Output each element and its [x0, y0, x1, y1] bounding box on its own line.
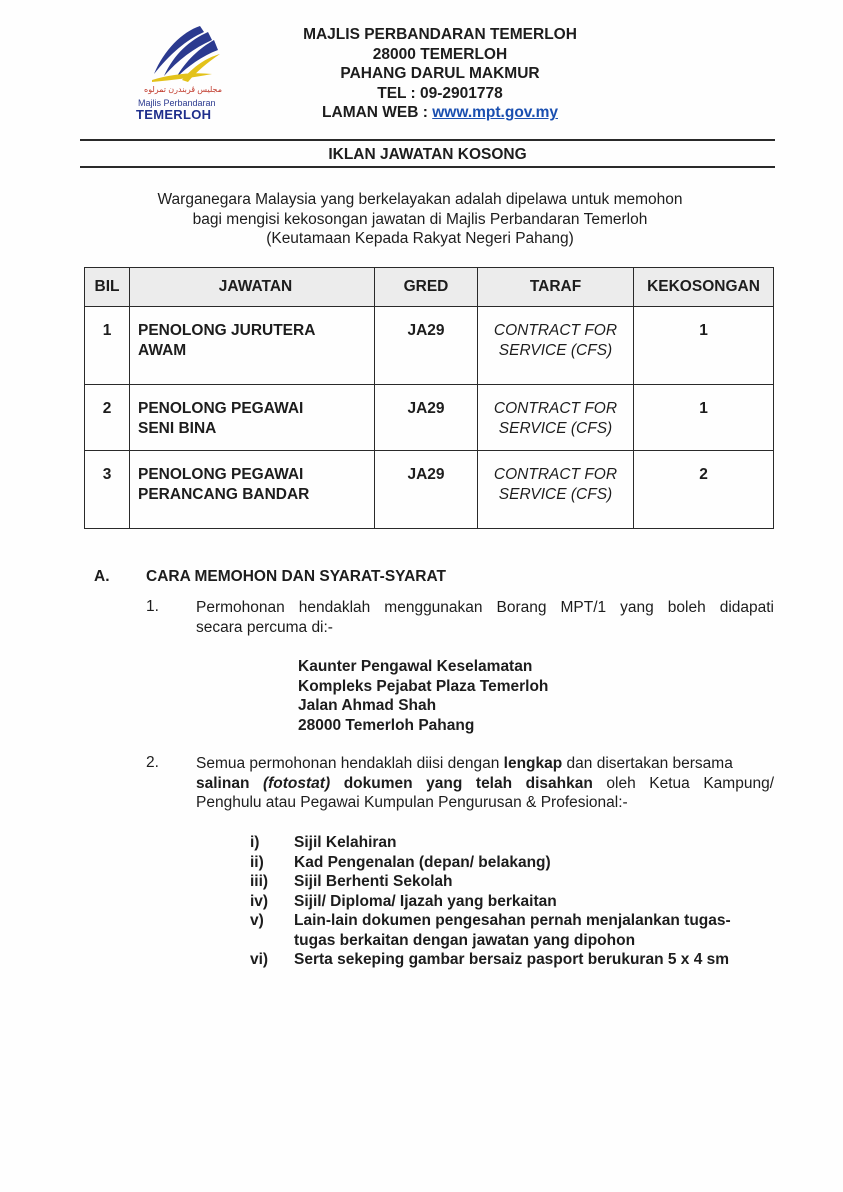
- list-item-text-line: tugas berkaitan dengan jawatan yang dipohon: [294, 931, 636, 949]
- item2-bold-text: salinan: [196, 774, 263, 792]
- cell-bil: 1: [85, 307, 130, 385]
- item2-text: dan disertakan bersama: [562, 755, 733, 772]
- taraf-line: SERVICE (CFS): [498, 342, 613, 359]
- logo-jawi-text: مجليس ڤربندرن تمرلوه: [144, 85, 222, 94]
- col-header-taraf: TARAF: [478, 268, 634, 307]
- col-header-jawatan: JAWATAN: [130, 268, 375, 307]
- list-item: [250, 872, 790, 892]
- taraf-line: CONTRACT FOR: [493, 322, 618, 339]
- item2-bold-text: dokumen yang telah disahkan: [330, 774, 593, 792]
- table-header-row: [85, 268, 774, 307]
- list-item: [250, 853, 790, 873]
- item2-bold-text: lengkap: [503, 755, 563, 772]
- item2-text: oleh Ketua Kampung/: [592, 774, 775, 792]
- taraf-line: SERVICE (CFS): [498, 420, 613, 437]
- cell-jawatan: [130, 385, 375, 451]
- list-item: [250, 911, 790, 950]
- item1-paragraph: [196, 598, 774, 637]
- cell-kekosongan: 1: [634, 307, 774, 385]
- website-label: LAMAN WEB :: [322, 104, 433, 121]
- taraf-line: CONTRACT FOR: [493, 466, 618, 483]
- item2-paragraph: [196, 754, 774, 813]
- list-item: [250, 892, 790, 912]
- page-title: IKLAN JAWATAN KOSONG: [328, 146, 527, 163]
- cell-taraf: [478, 385, 634, 451]
- vacancy-table: [84, 267, 774, 529]
- list-item: [250, 833, 790, 853]
- list-item-text: Sijil/ Diploma/ Ijazah yang berkaitan: [294, 892, 557, 910]
- address-line: Kompleks Pejabat Plaza Temerloh: [298, 677, 549, 695]
- table-row: [85, 451, 774, 529]
- list-item-number: ii): [250, 853, 264, 871]
- list-item-number: i): [250, 834, 260, 851]
- address-line: 28000 Temerloh Pahang: [298, 716, 475, 734]
- state: PAHANG DARUL MAKMUR: [340, 65, 540, 82]
- intro-text: [100, 190, 740, 249]
- intro-line: bagi mengisi kekosongan jawatan di Majlis Perbandaran Temerloh: [192, 210, 648, 228]
- intro-line: Warganegara Malaysia yang berkelayakan adalah dipelawa untuk memohon: [157, 191, 683, 208]
- postcode-city: 28000 TEMERLOH: [372, 45, 508, 63]
- list-item-text: Sijil Berhenti Sekolah: [294, 873, 453, 890]
- jawatan-line: SENI BINA: [138, 420, 217, 437]
- col-header-bil: BIL: [85, 268, 130, 307]
- list-item: [250, 950, 790, 970]
- cell-taraf: [478, 307, 634, 385]
- list-item-text: Serta sekeping gambar bersaiz pasport berukuran 5 x 4 sm: [294, 951, 730, 968]
- intro-line: (Keutamaan Kepada Rakyat Negeri Pahang): [266, 230, 574, 247]
- header-rule-bottom: [80, 166, 775, 168]
- mpt-logo: [132, 22, 232, 122]
- list-item-text: Kad Pengenalan (depan/ belakang): [294, 853, 551, 871]
- item1-line: Permohonan hendaklah menggunakan Borang MPT/1 yang boleh didapati: [196, 599, 774, 616]
- item-number: 2.: [146, 754, 159, 771]
- item2-line: [196, 754, 774, 774]
- jawatan-line: PENOLONG JURUTERA: [138, 322, 316, 339]
- item2-line: Penghulu atau Pegawai Kumpulan Pengurusan & Profesional:-: [196, 794, 628, 811]
- telephone: TEL : 09-2901778: [377, 84, 503, 102]
- list-item-number: vi): [250, 951, 269, 968]
- list-item-number: iii): [250, 873, 269, 890]
- jawatan-line: PENOLONG PEGAWAI: [138, 400, 304, 417]
- list-item-number: iv): [250, 892, 269, 910]
- list-item-text: Sijil Kelahiran: [294, 834, 397, 851]
- cell-gred: JA29: [375, 451, 478, 529]
- address-line: Jalan Ahmad Shah: [298, 697, 437, 714]
- jawatan-line: PENOLONG PEGAWAI: [138, 466, 304, 483]
- required-documents-list: [250, 833, 790, 970]
- cell-jawatan: [130, 307, 375, 385]
- jawatan-line: PERANCANG BANDAR: [138, 486, 310, 503]
- logo-subtitle: Majlis Perbandaran: [138, 98, 216, 108]
- org-name: MAJLIS PERBANDARAN TEMERLOH: [303, 26, 577, 43]
- cell-bil: 2: [85, 385, 130, 451]
- cell-jawatan: [130, 451, 375, 529]
- logo-name: TEMERLOH: [136, 107, 212, 122]
- table-row: [85, 385, 774, 451]
- section-heading: CARA MEMOHON DAN SYARAT-SYARAT: [146, 568, 446, 585]
- taraf-line: SERVICE (CFS): [498, 486, 613, 503]
- address-line: Kaunter Pengawal Keselamatan: [298, 658, 533, 675]
- letterhead: [230, 25, 650, 123]
- header-rule-top: [80, 139, 775, 141]
- taraf-line: CONTRACT FOR: [493, 400, 618, 417]
- collection-address: [298, 657, 548, 735]
- item2-bold-italic-text: (fotostat): [262, 774, 331, 792]
- jawatan-line: AWAM: [138, 342, 187, 359]
- website-link[interactable]: www.mpt.gov.my: [432, 104, 558, 121]
- cell-gred: JA29: [375, 385, 478, 451]
- section-letter: A.: [94, 568, 110, 585]
- cell-taraf: [478, 451, 634, 529]
- logo-emblem-icon: [142, 22, 222, 84]
- list-item-text: [294, 911, 790, 950]
- item-number: 1.: [146, 598, 159, 615]
- cell-bil: 3: [85, 451, 130, 529]
- cell-kekosongan: 1: [634, 385, 774, 451]
- col-header-gred: GRED: [375, 268, 478, 307]
- item2-line: [196, 774, 774, 794]
- table-row: [85, 307, 774, 385]
- website-line: [230, 103, 650, 123]
- col-header-kekosongan: KEKOSONGAN: [634, 268, 774, 307]
- item2-text: Semua permohonan hendaklah diisi dengan: [196, 755, 504, 772]
- list-item-text-line: Lain-lain dokumen pengesahan pernah menjalankan tugas-: [294, 912, 731, 929]
- cell-gred: JA29: [375, 307, 478, 385]
- cell-kekosongan: 2: [634, 451, 774, 529]
- list-item-number: v): [250, 912, 264, 929]
- item1-line: secara percuma di:-: [196, 618, 333, 636]
